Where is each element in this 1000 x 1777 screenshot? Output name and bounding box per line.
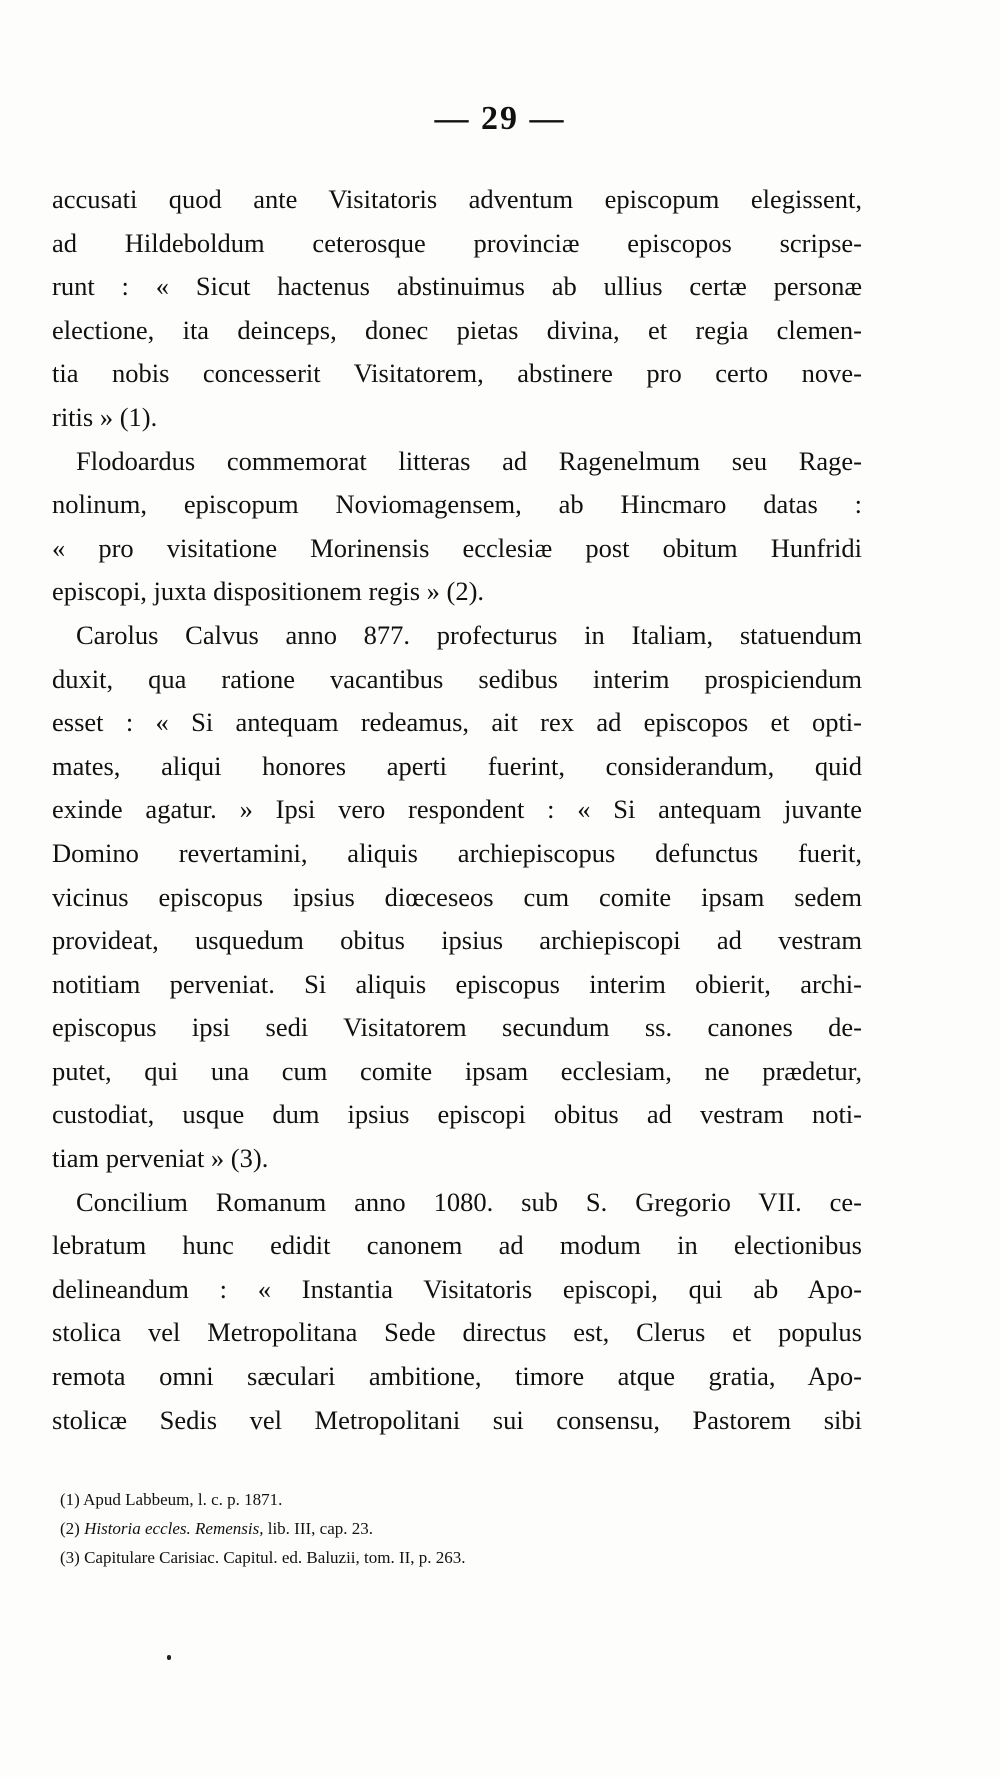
footnote-2 <box>60 1514 840 1543</box>
text-line: putet, qui una cum comite ipsam ecclesiam, ne prædetur, <box>52 1055 862 1086</box>
text-line: tiam perveniat » (3). <box>52 1143 269 1174</box>
text-line: accusati quod ante Visitatoris adventum episcopum elegissent, <box>52 184 862 214</box>
text-line: stolicæ Sedis vel Metropolitani sui consensu, Pastorem sibi <box>52 1404 862 1435</box>
page-number: — 29 — <box>434 100 566 137</box>
footnote-mark: (1) <box>60 1490 80 1509</box>
text-line: episcopi, juxta dispositionem regis » (2). <box>52 576 485 607</box>
text-line: exinde agatur. » Ipsi vero respondent : « Si antequam juvante <box>52 794 862 825</box>
footnote-text: lib. III, cap. 23. <box>267 1519 374 1538</box>
text-line: lebratum hunc edidit canonem ad modum in electionibus <box>52 1230 862 1261</box>
text-line: Flodoardus commemorat litteras ad Ragenelmum seu Rage- <box>76 445 862 476</box>
footnote-3 <box>60 1543 840 1572</box>
text-line: duxit, qua ratione vacantibus sedibus interim prospiciendum <box>52 663 862 694</box>
text-line: notitiam perveniat. Si aliquis episcopus interim obierit, archi- <box>52 968 862 999</box>
text-line: custodiat, usque dum ipsius episcopi obitus ad vestram noti- <box>52 1099 862 1130</box>
text-line: episcopus ipsi sedi Visitatorem secundum ss. canones de- <box>52 1012 862 1043</box>
footnote-work-title: Historia eccles. Remensis, <box>84 1519 264 1538</box>
text-line: Carolus Calvus anno 877. profecturus in Italiam, statuendum <box>76 619 862 650</box>
text-line: mates, aliqui honores aperti fuerint, considerandum, quid <box>52 750 862 781</box>
text-line: delineandum : « Instantia Visitatoris episcopi, qui ab Apo- <box>52 1273 862 1304</box>
text-line: provideat, usquedum obitus ipsius archiepiscopi ad vestram <box>52 925 862 956</box>
footnote-mark: (2) <box>60 1519 80 1538</box>
ink-speck <box>167 1655 171 1660</box>
footnote-1 <box>60 1485 840 1514</box>
text-line: tia nobis concesserit Visitatorem, abstinere pro certo nove- <box>52 358 862 389</box>
footnotes <box>60 1485 840 1572</box>
text-line: stolica vel Metropolitana Sede directus est, Clerus et populus <box>52 1317 862 1348</box>
text-line: electione, ita deinceps, donec pietas divina, et regia clemen- <box>52 314 862 345</box>
text-line: vicinus episcopus ipsius diœceseos cum comite ipsam sedem <box>52 881 862 912</box>
text-line: runt : « Sicut hactenus abstinuimus ab ullius certæ personæ <box>52 271 862 302</box>
text-line: nolinum, episcopum Noviomagensem, ab Hincmaro datas : <box>52 489 862 520</box>
text-line: esset : « Si antequam redeamus, ait rex ad episcopos et opti- <box>52 707 862 738</box>
main-text <box>52 178 862 1442</box>
text-line: ad Hildeboldum ceterosque provinciæ episcopos scripse- <box>52 227 862 258</box>
text-line: « pro visitatione Morinensis ecclesiæ post obitum Hunfridi <box>52 532 862 563</box>
text-line: Domino revertamini, aliquis archiepiscopus defunctus fuerit, <box>52 837 862 868</box>
footnote-text: Capitulare Carisiac. Capitul. ed. Baluzii, tom. II, p. 263. <box>84 1548 466 1567</box>
footnote-mark: (3) <box>60 1548 80 1567</box>
text-line: Concilium Romanum anno 1080. sub S. Gregorio VII. ce- <box>76 1186 862 1217</box>
text-line: remota omni sæculari ambitione, timore atque gratia, Apo- <box>52 1361 862 1392</box>
text-line: ritis » (1). <box>52 401 158 432</box>
footnote-text: Apud Labbeum, l. c. p. 1871. <box>83 1490 283 1509</box>
